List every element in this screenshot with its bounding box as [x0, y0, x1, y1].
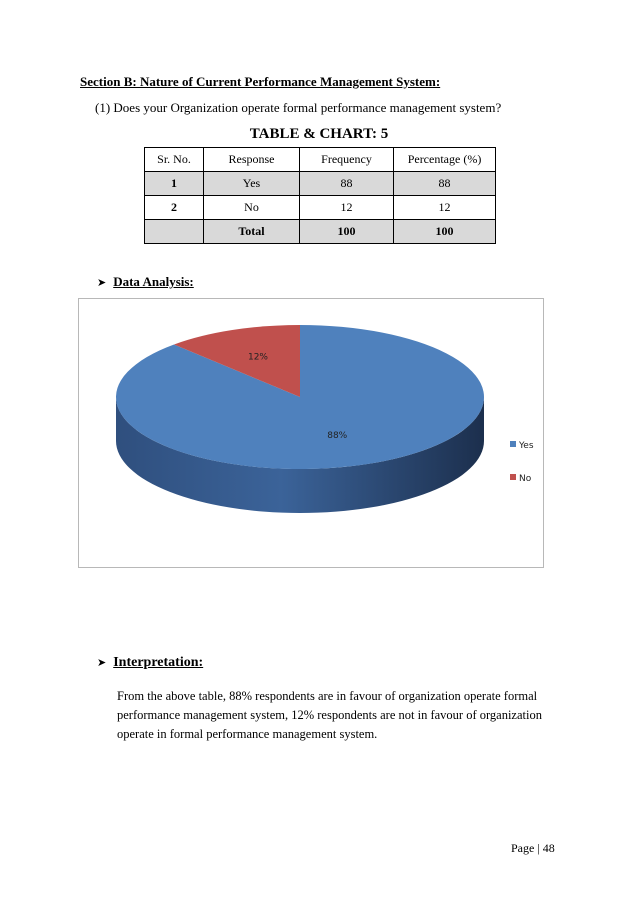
- section-heading: Section B: Nature of Current Performance Management System:: [80, 74, 441, 89]
- legend-swatch-yes: [510, 441, 516, 447]
- table-row: [145, 196, 496, 220]
- table-cell: 100: [394, 220, 496, 244]
- table-cell: Yes: [204, 172, 300, 196]
- data-analysis-label: Data Analysis:: [113, 274, 194, 289]
- table-title: TABLE & CHART: 5: [249, 126, 389, 142]
- pie-chart: [78, 298, 544, 568]
- table-cell: Total: [204, 220, 300, 244]
- interpretation-text: From the above table, 88% respondents are in favour of organization operate formal performance management system, 12% respondents are not in favour of organization operate in formal performance management system.: [117, 689, 542, 741]
- table-cell: 1: [145, 172, 204, 196]
- table-cell: 12: [300, 196, 394, 220]
- table-cell: No: [204, 196, 300, 220]
- table-header-row: [145, 148, 496, 172]
- survey-question: (1) Does your Organization operate formal performance management system?: [95, 100, 502, 115]
- legend-swatch-no: [510, 474, 516, 480]
- frequency-table: [144, 147, 496, 244]
- header-frequency: Frequency: [300, 148, 394, 172]
- table-cell: 88: [394, 172, 496, 196]
- interpretation-label: Interpretation:: [113, 655, 204, 670]
- data-analysis-heading: [97, 274, 194, 290]
- table-cell: 88: [300, 172, 394, 196]
- table-row: [145, 172, 496, 196]
- legend-label-no: No: [519, 474, 532, 484]
- data-label-yes: 88%: [327, 430, 348, 441]
- table-cell: 100: [300, 220, 394, 244]
- header-response: Response: [204, 148, 300, 172]
- arrow-bullet-icon: ➤: [97, 656, 107, 669]
- header-sr-no: Sr. No.: [145, 148, 204, 172]
- table-cell: [145, 220, 204, 244]
- legend-label-yes: Yes: [519, 441, 534, 451]
- table-cell: 12: [394, 196, 496, 220]
- data-label-no: 12%: [247, 352, 269, 363]
- page-number: Page | 48: [511, 841, 555, 855]
- header-percentage: Percentage (%): [394, 148, 496, 172]
- table-cell: 2: [145, 196, 204, 220]
- interpretation-heading: [97, 655, 203, 671]
- arrow-bullet-icon: ➤: [97, 276, 107, 289]
- table-row-total: [145, 220, 496, 244]
- pie-chart-svg: [79, 299, 543, 567]
